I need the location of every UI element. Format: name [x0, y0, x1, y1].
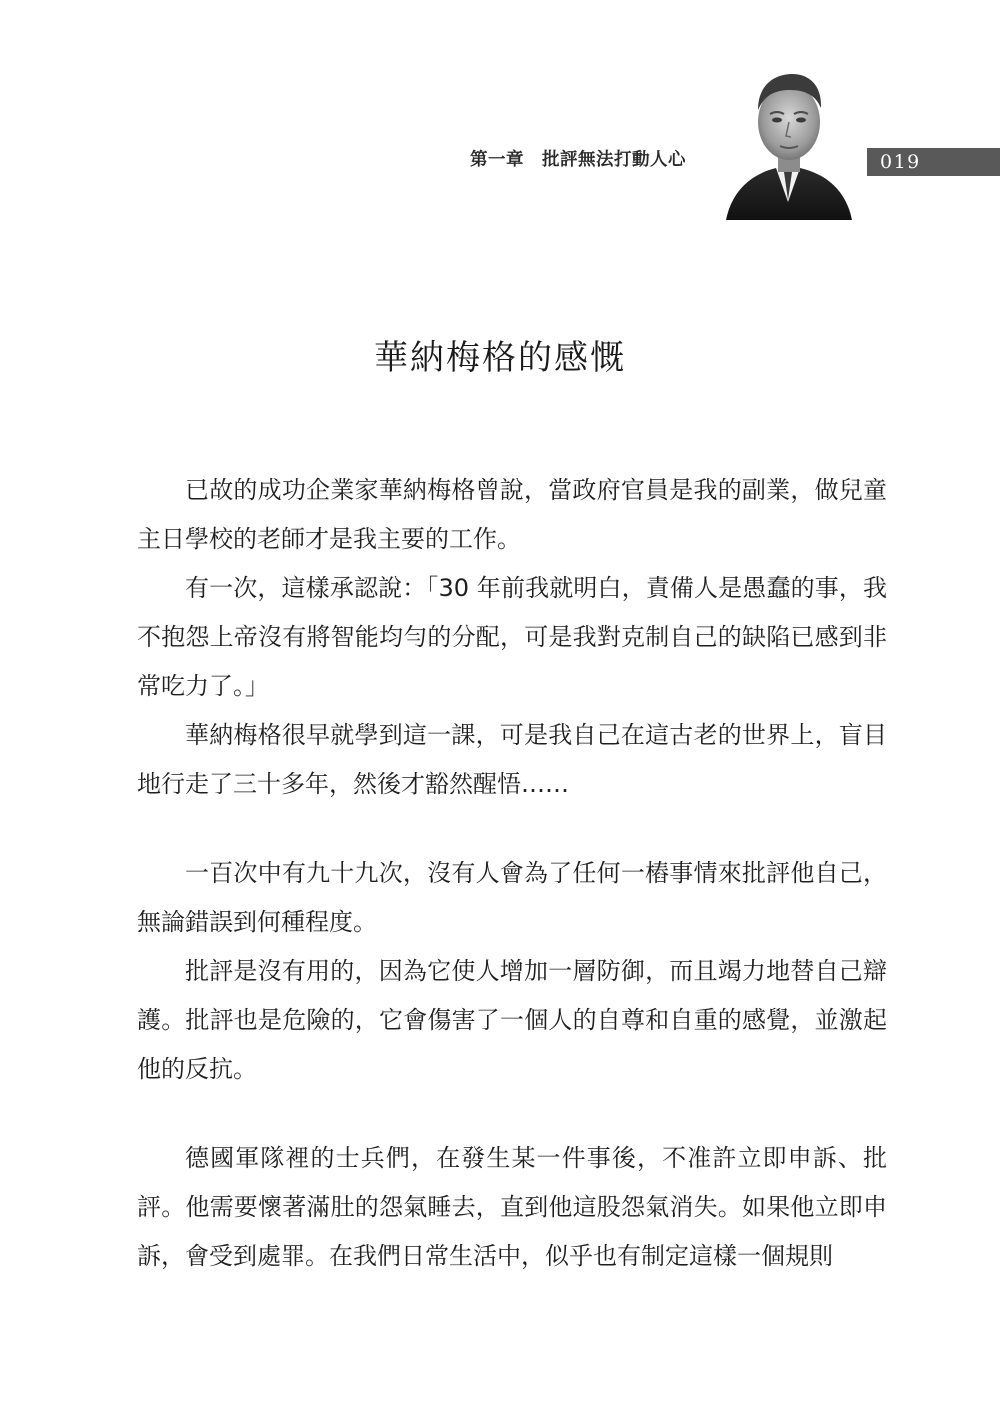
- paragraph: 一百次中有九十九次，沒有人會為了任何一樁事情來批評他自己，無論錯誤到何種程度。: [137, 859, 887, 936]
- section-heading: 華納梅格的感慨: [374, 338, 626, 378]
- section-spacer: [137, 1094, 887, 1134]
- author-portrait: [718, 62, 858, 220]
- section-spacer: [137, 809, 887, 849]
- paragraph: 已故的成功企業家華納梅格曾說，當政府官員是我的副業，做兒童主日學校的老師才是我主要的工作。: [137, 476, 887, 553]
- page-number: 019: [880, 151, 921, 173]
- paragraph: 批評是沒有用的，因為它使人增加一層防御，而且竭力地替自己辯護。批評也是危險的，它會傷害了一個人的自尊和自重的感覺，並激起他的反抗。: [137, 957, 887, 1083]
- chapter-title: 第一章 批評無法打動人心: [470, 150, 686, 170]
- paragraph: 有一次，這樣承認說：「30 年前我就明白，責備人是愚蠢的事，我不抱怨上帝沒有將智能均勻的分配，可是我對克制自己的缺陷已感到非常吃力了。」: [137, 574, 887, 700]
- paragraph: 德國軍隊裡的士兵們，在發生某一件事後，不准許立即申訴、批評。他需要懷著滿肚的怨氣睡去，直到他這股怨氣消失。如果他立即申訴，會受到處罪。在我們日常生活中，似乎也有制定這樣一個規則: [137, 1144, 887, 1270]
- paragraph: 華納梅格很早就學到這一課，可是我自己在這古老的世界上，盲目地行走了三十多年，然後才豁然醒悟……: [137, 721, 887, 798]
- body-text: [137, 466, 887, 1281]
